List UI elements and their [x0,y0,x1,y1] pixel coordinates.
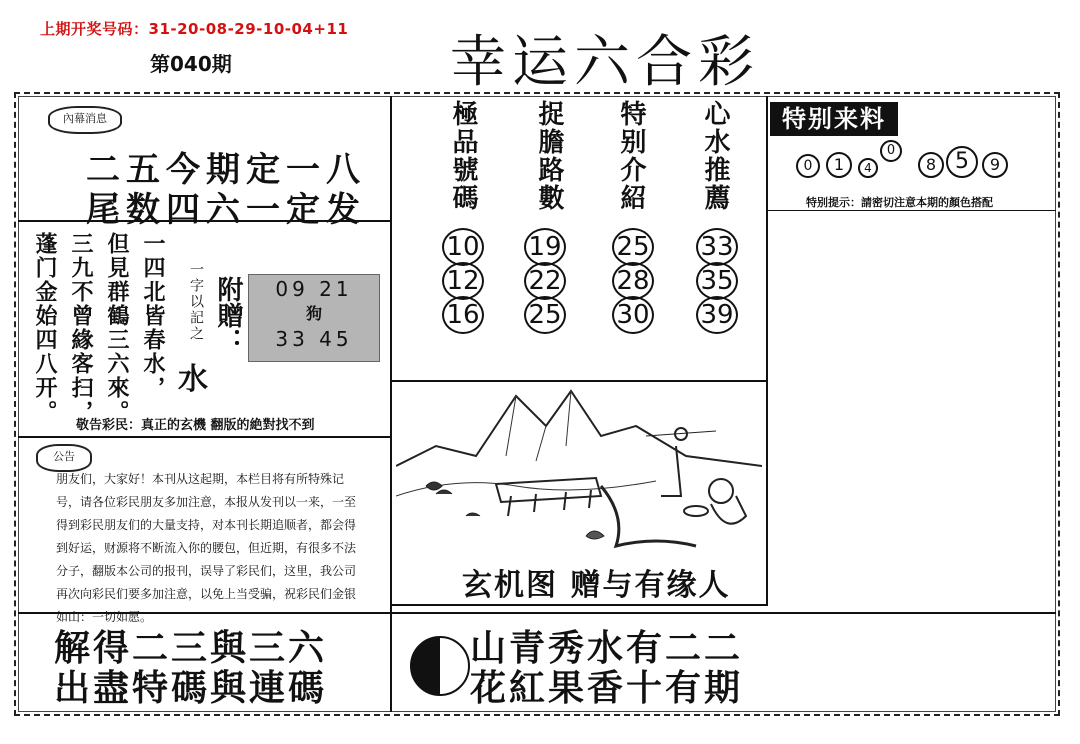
hint-text: 一字以記之 [188,262,204,342]
element-character: 水 [178,362,208,397]
special-digit: 1 [826,152,852,178]
previous-result: 上期开奖号码：31-20-08-29-10-04+11 [40,20,349,38]
number-circle: 10 [442,228,484,266]
special-digit: 8 [918,152,944,178]
warning-text: 敬告彩民：真正的玄機 翻版的絶對找不到 [76,418,315,433]
number-circle: 12 [442,262,484,300]
column-head-1: 極品號碼 [448,100,478,212]
poem-col-2: 但見群鶴三六來。 [104,232,130,424]
divider-main [390,96,392,712]
bottom-right-line-2: 花紅果香十有期 [470,667,744,709]
number-circle: 33 [696,228,738,266]
poem-col-3: 三九不曾緣客扫， [68,232,94,424]
number-circle: 30 [612,296,654,334]
gift-row-1: 09 21 [275,277,353,301]
issue-number: 第040期 [150,52,232,76]
number-circle: 25 [612,228,654,266]
special-digit: 0 [796,154,820,178]
special-digit: 5 [946,146,978,178]
page-title: 幸运六合彩 [450,30,760,95]
headline-line-1: 二五今期定一八 [86,150,366,190]
column-head-4: 心水推薦 [700,100,730,212]
picture-caption: 玄机图 赠与有缘人 [462,568,731,603]
headline-line-2: 尾数四六一定发 [86,190,366,230]
poem-col-4: 蓬门金始四八开。 [32,232,58,424]
special-title: 特别来料 [770,102,898,136]
gift-label: 附贈： [213,276,243,354]
landscape-illustration [396,386,762,556]
column-head-3: 特别介紹 [616,100,646,212]
special-digit: 0 [880,140,902,162]
number-circle: 25 [524,296,566,334]
divider-h2 [18,436,390,438]
number-circle: 39 [696,296,738,334]
number-circle: 19 [524,228,566,266]
gift-row-3: 33 45 [275,327,353,351]
divider-right [766,96,768,606]
yin-yang-icon [410,636,470,696]
divider-h4 [390,380,768,382]
divider-h6 [390,604,768,606]
special-digit: 4 [858,158,878,178]
gift-box [248,274,380,362]
number-circle: 22 [524,262,566,300]
column-head-2: 捉膽路數 [534,100,564,212]
gift-row-2: 狗 [305,304,322,323]
special-digit: 9 [982,152,1008,178]
number-circle: 16 [442,296,484,334]
special-tip: 特别提示：請密切注意本期的顏色搭配 [806,196,993,209]
bottom-left-line-2: 出盡特碼與連碼 [54,667,328,709]
divider-h5 [768,210,1056,211]
bottom-left-line-1: 解得二三與三六 [54,627,328,669]
notice-stamp: 公告 [36,444,92,472]
bottom-right-line-1: 山青秀水有二二 [470,627,744,669]
number-circle: 28 [612,262,654,300]
number-circle: 35 [696,262,738,300]
notice-paragraph: 朋友们，大家好！本刊从这起期，本栏目将有所特殊记号，请各位彩民朋友多加注意，本报从发刊以一来，一至得到彩民朋友们的大量支持，对本刊长期追顺者，都会得到好运，财源将不断流入你的腰包，但近期，有很多不法分子，翻版本公司的报刊，误导了彩民们，这里，我公司再次向彩民们要多加注意，以免上当受骗，祝彩民们金银如山：一切如愿。 [56,472,357,624]
info-stamp: 內幕消息 [48,106,122,134]
poem-col-1: 一四北皆春水， [140,232,166,400]
